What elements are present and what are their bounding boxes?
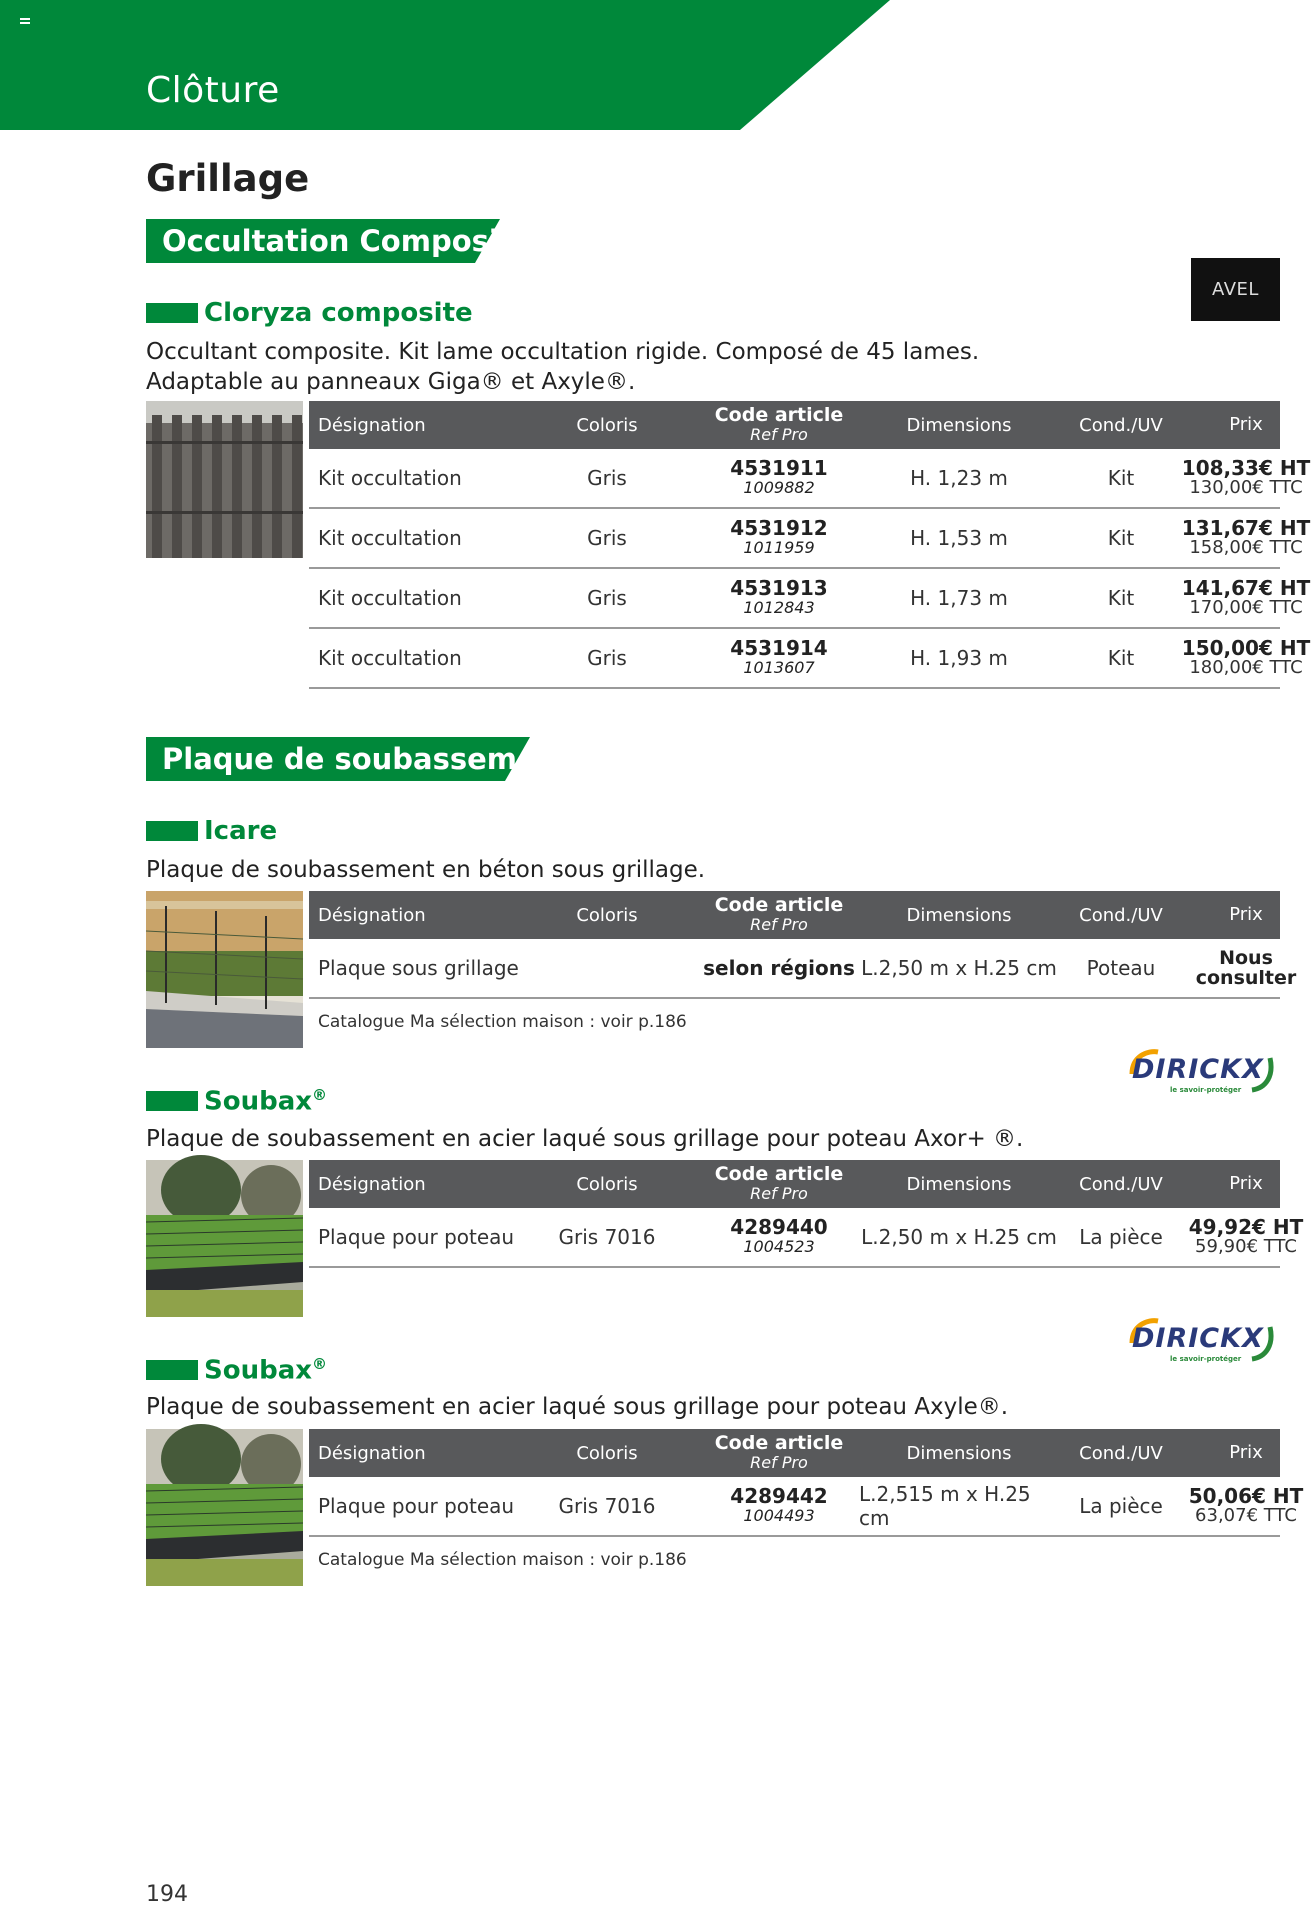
cell-cond: Kit [1107, 526, 1135, 550]
header-designation: Désignation [318, 904, 426, 926]
ref-pro: 1004493 [743, 1506, 815, 1525]
cell-designation: Plaque pour poteau [318, 1494, 515, 1518]
header-cond: Cond./UV [1079, 1173, 1163, 1195]
header-coloris: Coloris [576, 1442, 638, 1464]
cell-dimensions: H. 1,53 m [910, 526, 1008, 550]
price-ttc: 59,90€ TTC [1195, 1236, 1297, 1257]
ref-pro: 1011959 [743, 538, 815, 557]
code-article: 4531912 [730, 516, 828, 540]
registered-mark: ® [312, 1355, 328, 1373]
avel-logo-text: AVEL [1212, 279, 1259, 300]
code-article: 4531914 [730, 636, 828, 660]
ref-pro: 1012843 [743, 598, 815, 617]
price-ttc: 170,00€ TTC [1189, 597, 1303, 618]
code-article: 4289440 [730, 1215, 828, 1239]
avel-logo [1191, 258, 1280, 321]
ref-pro: 1004523 [743, 1237, 815, 1256]
product-image-cloryza [146, 401, 303, 558]
header-dimensions: Dimensions [906, 1442, 1012, 1464]
product-marker [146, 303, 198, 323]
header-ref-pro: Ref Pro [750, 1184, 808, 1203]
cell-dimensions: H. 1,73 m [910, 586, 1008, 610]
price-consult-line: consulter [1195, 967, 1297, 989]
section-title: Grillage [146, 157, 310, 200]
cell-cond: La pièce [1079, 1494, 1163, 1518]
table-row [309, 629, 1311, 689]
header-cond: Cond./UV [1079, 904, 1163, 926]
header-dimensions: Dimensions [906, 1173, 1012, 1195]
cell-coloris: Gris [587, 526, 627, 550]
cell-coloris: Gris [587, 646, 627, 670]
tag-label: Plaque de soubassement [162, 742, 572, 776]
price-ht: 141,67€ HT [1181, 576, 1311, 600]
price-ht: 50,06€ HT [1188, 1484, 1304, 1508]
header-dimensions: Dimensions [906, 904, 1012, 926]
table-row [309, 1208, 1304, 1268]
cell-dimensions: L.2,515 m x H.25 cm [859, 1482, 1031, 1530]
price-ttc: 158,00€ TTC [1189, 537, 1303, 558]
product-description: Plaque de soubassement en acier laqué sous grillage pour poteau Axyle®. [146, 1394, 1009, 1420]
product-name [204, 1086, 327, 1117]
ref-pro: 1009882 [743, 478, 815, 497]
cell-code [699, 1208, 859, 1266]
table-header [309, 891, 1280, 939]
product-marker [146, 1091, 198, 1111]
product-table-icare [309, 891, 1297, 1032]
product-table-cloryza [309, 401, 1311, 689]
header-code [699, 1160, 859, 1208]
cell-coloris [547, 939, 667, 997]
cell-dimensions: H. 1,93 m [910, 646, 1008, 670]
cell-cond: La pièce [1079, 1225, 1163, 1249]
header-coloris: Coloris [576, 904, 638, 926]
cell-dimensions: L.2,50 m x H.25 cm [861, 1225, 1057, 1249]
header-cond: Cond./UV [1079, 414, 1163, 436]
header-coloris: Coloris [576, 414, 638, 436]
header-designation: Désignation [318, 414, 426, 436]
header-ref-pro: Ref Pro [750, 425, 808, 444]
cell-designation: Plaque pour poteau [318, 1225, 515, 1249]
price-consult-line: Nous [1219, 947, 1273, 969]
product-image-soubax-axyle [146, 1429, 303, 1586]
cell-prix [1181, 509, 1311, 567]
code-article: 4289442 [730, 1484, 828, 1508]
product-marker [146, 1360, 198, 1380]
cell-code [699, 629, 859, 687]
page-category-title: Clôture [146, 70, 280, 111]
cell-designation: Kit occultation [318, 526, 462, 550]
product-name-text: Soubax [204, 1355, 313, 1386]
product-description: Plaque de soubassement en acier laqué sous grillage pour poteau Axor+ ®. [146, 1126, 1024, 1152]
cell-prix [1181, 449, 1311, 507]
cell-dimensions: L.2,50 m x H.25 cm [861, 956, 1057, 980]
price-ht: 150,00€ HT [1181, 636, 1311, 660]
header-code-article: Code article [714, 1163, 844, 1185]
header-ref-pro: Ref Pro [750, 915, 808, 934]
price-ttc: 130,00€ TTC [1189, 477, 1303, 498]
product-table-soubax-axyle [309, 1429, 1304, 1570]
header-prix: Prix [1229, 904, 1263, 925]
cell-cond: Poteau [1086, 956, 1156, 980]
ref-pro: 1013607 [743, 658, 815, 677]
product-name: Cloryza composite [204, 298, 473, 328]
cell-cond: Kit [1107, 466, 1135, 490]
header-prix: Prix [1229, 1442, 1263, 1463]
price-ht: 49,92€ HT [1188, 1215, 1304, 1239]
product-marker [146, 821, 198, 841]
cell-designation: Kit occultation [318, 466, 462, 490]
product-description-line: Occultant composite. Kit lame occultation rigide. Composé de 45 lames. [146, 339, 980, 365]
header-code-article: Code article [714, 1432, 844, 1454]
price-ttc: 63,07€ TTC [1195, 1505, 1297, 1526]
registered-mark: ® [312, 1086, 328, 1104]
cell-coloris: Gris 7016 [558, 1494, 656, 1518]
header-dimensions: Dimensions [906, 414, 1012, 436]
cell-code [699, 449, 859, 507]
price-ht: 131,67€ HT [1181, 516, 1311, 540]
header-code-article: Code article [714, 404, 844, 426]
cell-prix [1181, 1477, 1311, 1535]
cell-prix [1181, 939, 1311, 997]
header-ref-pro: Ref Pro [750, 1453, 808, 1472]
product-description: Plaque de soubassement en béton sous grillage. [146, 857, 706, 883]
header-code [699, 1429, 859, 1477]
header-prix: Prix [1229, 1173, 1263, 1194]
product-image-soubax [146, 1160, 303, 1317]
cell-code: selon régions [703, 956, 855, 980]
product-name [204, 1355, 327, 1386]
product-description-line: Adaptable au panneaux Giga® et Axyle®. [146, 369, 636, 395]
header-cond: Cond./UV [1079, 1442, 1163, 1464]
cell-designation: Plaque sous grillage [318, 956, 519, 980]
product-table-soubax-axor [309, 1160, 1304, 1268]
header-designation: Désignation [318, 1173, 426, 1195]
dirickx-logo-text: DIRICKX [1132, 1054, 1264, 1085]
header-designation: Désignation [318, 1442, 426, 1464]
cell-code [699, 569, 859, 627]
header-banner [0, 0, 1280, 130]
dirickx-tagline: le savoir-protéger [1170, 1086, 1242, 1094]
code-article: 4531913 [730, 576, 828, 600]
cell-code [699, 509, 859, 567]
price-ht: 108,33€ HT [1181, 456, 1311, 480]
catalogue-note: Catalogue Ma sélection maison : voir p.186 [318, 1550, 687, 1570]
header-prix: Prix [1229, 414, 1263, 435]
dirickx-logo-text: DIRICKX [1132, 1323, 1264, 1354]
cell-designation: Kit occultation [318, 586, 462, 610]
cell-designation: Kit occultation [318, 646, 462, 670]
cell-coloris: Gris [587, 466, 627, 490]
product-description [146, 337, 979, 397]
table-header [309, 401, 1280, 449]
catalogue-note: Catalogue Ma sélection maison : voir p.186 [318, 1012, 687, 1032]
cell-coloris: Gris [587, 586, 627, 610]
code-article: 4531911 [730, 456, 828, 480]
dirickx-logo [1118, 1044, 1278, 1104]
product-name-text: Soubax [204, 1086, 313, 1117]
cell-prix [1181, 629, 1311, 687]
hamburger-icon[interactable] [20, 18, 30, 28]
cell-prix [1181, 1208, 1311, 1266]
table-row [309, 1477, 1304, 1537]
table-row [309, 449, 1311, 509]
cell-cond: Kit [1107, 646, 1135, 670]
header-code [699, 891, 859, 939]
cell-coloris: Gris 7016 [558, 1225, 656, 1249]
product-image-icare [146, 891, 303, 1048]
table-row [309, 569, 1311, 629]
header-code-article: Code article [714, 894, 844, 916]
dirickx-logo [1118, 1313, 1278, 1373]
header-coloris: Coloris [576, 1173, 638, 1195]
table-row [309, 509, 1311, 569]
table-header [309, 1160, 1280, 1208]
cell-code [699, 1477, 859, 1535]
header-code [699, 401, 859, 449]
table-header [309, 1429, 1280, 1477]
cell-prix [1181, 569, 1311, 627]
table-row [309, 939, 1297, 999]
tag-label: Occultation Composite [162, 224, 533, 258]
cell-cond: Kit [1107, 586, 1135, 610]
dirickx-tagline: le savoir-protéger [1170, 1355, 1242, 1363]
product-name: Icare [204, 816, 278, 846]
price-ttc: 180,00€ TTC [1189, 657, 1303, 678]
cell-dimensions: H. 1,23 m [910, 466, 1008, 490]
page-number: 194 [146, 1882, 188, 1907]
